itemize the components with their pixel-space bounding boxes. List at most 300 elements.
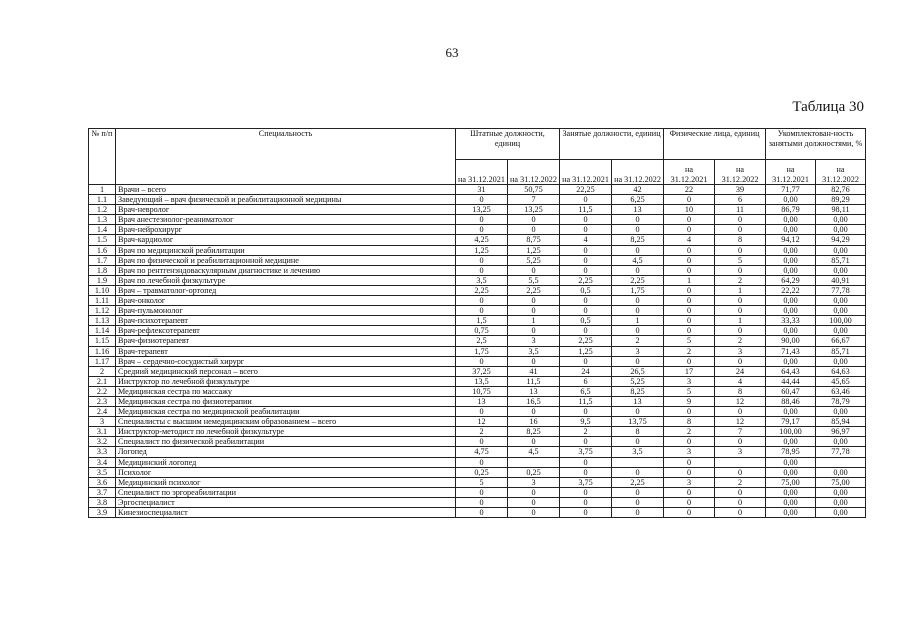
row-specialty: Инструктор по лечебной физкультуре (116, 376, 456, 386)
row-value: 0 (508, 437, 560, 447)
row-value: 0 (612, 508, 664, 518)
row-value: 40,91 (816, 275, 866, 285)
row-specialty: Психолог (116, 467, 456, 477)
row-value: 0 (664, 306, 715, 316)
row-value: 0 (560, 255, 612, 265)
table-row (89, 195, 866, 205)
row-value: 0 (715, 265, 766, 275)
table-row (89, 306, 866, 316)
row-value: 0 (560, 296, 612, 306)
row-value: 86,79 (766, 205, 816, 215)
row-value: 16,5 (508, 396, 560, 406)
table-row (89, 346, 866, 356)
row-value: 0 (715, 497, 766, 507)
row-number: 1.3 (89, 215, 116, 225)
row-number: 1.4 (89, 225, 116, 235)
row-value (612, 457, 664, 467)
row-number: 1.8 (89, 265, 116, 275)
row-value: 50,75 (508, 185, 560, 195)
row-number: 3.3 (89, 447, 116, 457)
row-specialty: Врач по рентгенэндоваскулярным диагностике и лечению (116, 265, 456, 275)
row-specialty: Врач по медицинской реабилитации (116, 245, 456, 255)
row-value: 3,5 (508, 346, 560, 356)
row-value: 0 (508, 326, 560, 336)
row-number: 1.11 (89, 296, 116, 306)
header-date-2022: на 31.12.2022 (612, 160, 664, 185)
row-number: 1.5 (89, 235, 116, 245)
table-row (89, 215, 866, 225)
table-caption: Таблица 30 (792, 99, 864, 115)
row-value: 2,5 (456, 336, 508, 346)
row-value: 0 (715, 407, 766, 417)
row-value: 85,71 (816, 255, 866, 265)
row-specialty: Медицинская сестра по медицинской реабилитации (116, 407, 456, 417)
row-value: 78,79 (816, 396, 866, 406)
row-value: 94,12 (766, 235, 816, 245)
row-value: 0,00 (766, 265, 816, 275)
table-row (89, 508, 866, 518)
row-value: 0,00 (816, 497, 866, 507)
header-staffing-rate: Укомплектован-ность занятыми должностями, % (766, 129, 866, 160)
row-value: 1 (715, 285, 766, 295)
row-value: 0 (715, 225, 766, 235)
row-value: 0 (612, 487, 664, 497)
row-value: 1,75 (456, 346, 508, 356)
row-value: 0 (560, 467, 612, 477)
row-value: 0 (456, 497, 508, 507)
row-value: 9,5 (560, 417, 612, 427)
row-value: 2 (715, 336, 766, 346)
row-number: 1.14 (89, 326, 116, 336)
row-value: 0 (456, 306, 508, 316)
table-row (89, 296, 866, 306)
row-value: 0 (612, 265, 664, 275)
row-value: 0 (560, 487, 612, 497)
row-value: 0,25 (456, 467, 508, 477)
row-number: 1.12 (89, 306, 116, 316)
row-specialty: Врачи – всего (116, 185, 456, 195)
row-value: 0,00 (766, 356, 816, 366)
row-specialty: Врач по лечебной физкультуре (116, 275, 456, 285)
row-value: 0,00 (766, 467, 816, 477)
row-value: 1,25 (508, 245, 560, 255)
row-value: 41 (508, 366, 560, 376)
row-value: 2,25 (560, 275, 612, 285)
row-specialty: Врач-кардиолог (116, 235, 456, 245)
row-value: 0 (715, 296, 766, 306)
row-value: 1 (664, 275, 715, 285)
row-specialty: Заведующий – врач физической и реабилитационной медицины (116, 195, 456, 205)
row-value: 2,25 (612, 477, 664, 487)
row-value: 8,25 (612, 235, 664, 245)
row-value: 0 (612, 467, 664, 477)
row-value: 2,25 (560, 336, 612, 346)
row-number: 2.3 (89, 396, 116, 406)
table-row (89, 225, 866, 235)
row-value: 4 (715, 376, 766, 386)
row-value: 0 (612, 225, 664, 235)
row-value: 8 (715, 386, 766, 396)
row-specialty: Специалист по эргореабилитации (116, 487, 456, 497)
header-date-2021: на 31.12.2021 (766, 160, 816, 185)
row-value: 0,00 (766, 407, 816, 417)
row-value: 0 (560, 265, 612, 275)
table-row (89, 245, 866, 255)
row-value: 22,22 (766, 285, 816, 295)
row-number: 2.2 (89, 386, 116, 396)
row-value: 7 (508, 195, 560, 205)
row-specialty: Врач – сердечно-сосудистый хирург (116, 356, 456, 366)
row-value: 0,5 (560, 285, 612, 295)
table-row (89, 356, 866, 366)
row-value: 0 (456, 487, 508, 497)
row-value: 0 (612, 306, 664, 316)
row-value: 2 (560, 427, 612, 437)
row-value: 26,5 (612, 366, 664, 376)
row-value: 0 (715, 437, 766, 447)
row-value: 98,11 (816, 205, 866, 215)
row-value: 33,33 (766, 316, 816, 326)
row-specialty: Кинезиоспециалист (116, 508, 456, 518)
row-value: 2 (456, 427, 508, 437)
row-value: 0 (508, 296, 560, 306)
row-number: 2.1 (89, 376, 116, 386)
row-value: 0,75 (456, 326, 508, 336)
row-value: 37,25 (456, 366, 508, 376)
header-date-2021: на 31.12.2021 (456, 160, 508, 185)
row-value: 1,25 (560, 346, 612, 356)
row-value: 3 (664, 447, 715, 457)
row-value: 0,00 (766, 255, 816, 265)
row-value: 0,00 (816, 437, 866, 447)
row-number: 3.4 (89, 457, 116, 467)
table-row (89, 275, 866, 285)
row-value: 0 (560, 437, 612, 447)
table-row (89, 407, 866, 417)
row-value: 3 (508, 336, 560, 346)
row-value: 8 (664, 417, 715, 427)
row-value: 2 (715, 477, 766, 487)
row-value: 64,43 (766, 366, 816, 376)
row-value: 22 (664, 185, 715, 195)
row-value: 0,00 (766, 437, 816, 447)
header-specialty: Специальность (116, 129, 456, 185)
row-value: 0 (560, 457, 612, 467)
row-value: 0 (715, 215, 766, 225)
row-value: 100,00 (816, 316, 866, 326)
row-value: 13,25 (508, 205, 560, 215)
row-value: 75,00 (816, 477, 866, 487)
row-value: 0 (715, 245, 766, 255)
row-number: 1.6 (89, 245, 116, 255)
row-value: 13,75 (612, 417, 664, 427)
row-value: 42 (612, 185, 664, 195)
row-value: 0,00 (816, 296, 866, 306)
row-value: 60,47 (766, 386, 816, 396)
row-value: 0 (715, 508, 766, 518)
row-value: 0 (456, 457, 508, 467)
row-specialty: Специалисты с высшим немедицинским образованием – всего (116, 417, 456, 427)
row-specialty: Специалист по физической реабилитации (116, 437, 456, 447)
row-value: 4,25 (456, 235, 508, 245)
row-value: 0 (456, 407, 508, 417)
row-value: 6 (715, 195, 766, 205)
row-value: 0 (715, 306, 766, 316)
row-number: 1.7 (89, 255, 116, 265)
row-specialty: Врач по физической и реабилитационной медицине (116, 255, 456, 265)
header-date-2022: на 31.12.2022 (508, 160, 560, 185)
row-value: 85,94 (816, 417, 866, 427)
row-value: 0 (508, 497, 560, 507)
header-date-2021: на 31.12.2021 (560, 160, 612, 185)
page-number: 63 (445, 45, 459, 60)
row-value: 45,65 (816, 376, 866, 386)
row-number: 2.4 (89, 407, 116, 417)
row-number: 1.13 (89, 316, 116, 326)
row-value: 0,00 (816, 508, 866, 518)
row-value: 3 (664, 376, 715, 386)
row-value: 0 (508, 508, 560, 518)
row-number: 3.5 (89, 467, 116, 477)
table-row (89, 235, 866, 245)
row-value: 77,78 (816, 285, 866, 295)
row-value: 3 (715, 346, 766, 356)
row-value: 77,78 (816, 447, 866, 457)
row-value: 2 (715, 275, 766, 285)
row-value: 17 (664, 366, 715, 376)
row-value: 8 (715, 235, 766, 245)
row-value: 5,25 (612, 376, 664, 386)
row-number: 3.6 (89, 477, 116, 487)
row-specialty: Медицинская сестра по массажу (116, 386, 456, 396)
row-number: 1.10 (89, 285, 116, 295)
row-value: 0 (715, 487, 766, 497)
row-value: 0,00 (816, 306, 866, 316)
row-value: 2 (664, 427, 715, 437)
row-value: 5,5 (508, 275, 560, 285)
row-value: 2,25 (612, 275, 664, 285)
row-value: 0 (560, 356, 612, 366)
row-value: 0,00 (816, 356, 866, 366)
row-number: 3.7 (89, 487, 116, 497)
row-value (816, 457, 866, 467)
row-value: 0 (456, 508, 508, 518)
row-value: 0 (612, 497, 664, 507)
row-value: 0 (612, 326, 664, 336)
row-value: 3 (664, 477, 715, 487)
row-value: 6,5 (560, 386, 612, 396)
row-value: 0 (664, 326, 715, 336)
table-row (89, 265, 866, 275)
row-value: 0,5 (560, 316, 612, 326)
row-value: 13 (508, 386, 560, 396)
table-row (89, 376, 866, 386)
row-value: 0 (664, 255, 715, 265)
row-value: 0 (664, 296, 715, 306)
row-value: 3 (715, 447, 766, 457)
header-date-2022: на 31.12.2022 (715, 160, 766, 185)
row-value: 0,00 (816, 487, 866, 497)
row-value: 0,25 (508, 467, 560, 477)
row-value: 75,00 (766, 477, 816, 487)
row-value: 0 (664, 467, 715, 477)
row-value: 1,25 (456, 245, 508, 255)
row-value: 8 (612, 427, 664, 437)
row-value: 82,76 (816, 185, 866, 195)
header-date-2022: на 31.12.2022 (816, 160, 866, 185)
row-value: 3 (612, 346, 664, 356)
row-value: 11,5 (508, 376, 560, 386)
row-value: 0 (664, 245, 715, 255)
table-row (89, 316, 866, 326)
row-value: 0,00 (816, 245, 866, 255)
table-row (89, 497, 866, 507)
row-value: 3,5 (456, 275, 508, 285)
row-value: 0,00 (766, 306, 816, 316)
row-value: 2,25 (508, 285, 560, 295)
row-value: 71,43 (766, 346, 816, 356)
row-value: 13,5 (456, 376, 508, 386)
row-value: 44,44 (766, 376, 816, 386)
table-row (89, 185, 866, 195)
table-row (89, 285, 866, 295)
row-value: 0 (456, 265, 508, 275)
row-value: 78,95 (766, 447, 816, 457)
row-value: 0,00 (766, 195, 816, 205)
row-value: 0,00 (816, 407, 866, 417)
row-value: 8,25 (612, 386, 664, 396)
row-specialty: Медицинский логопед (116, 457, 456, 467)
row-value: 0 (560, 225, 612, 235)
row-value: 0 (664, 457, 715, 467)
row-specialty: Врач – травматолог-ортопед (116, 285, 456, 295)
row-specialty: Врач-пульмонолог (116, 306, 456, 316)
row-value: 90,00 (766, 336, 816, 346)
row-value: 0 (664, 508, 715, 518)
row-value: 0 (456, 195, 508, 205)
row-specialty: Врач-невролог (116, 205, 456, 215)
row-specialty: Врач-терапевт (116, 346, 456, 356)
row-value: 0 (508, 356, 560, 366)
row-value: 4 (664, 235, 715, 245)
row-value: 4 (560, 235, 612, 245)
row-value: 0 (664, 356, 715, 366)
row-value: 16 (508, 417, 560, 427)
row-value: 39 (715, 185, 766, 195)
row-value: 0 (560, 306, 612, 316)
row-value: 0 (715, 326, 766, 336)
row-value: 0 (560, 508, 612, 518)
row-value: 11,5 (560, 396, 612, 406)
row-value: 0 (456, 356, 508, 366)
row-value: 66,67 (816, 336, 866, 346)
row-value: 1 (508, 316, 560, 326)
row-value: 0 (715, 356, 766, 366)
table-row (89, 437, 866, 447)
row-value: 96,97 (816, 427, 866, 437)
row-specialty: Врач-рефлексотерапевт (116, 326, 456, 336)
header-date-2021: на 31.12.2021 (664, 160, 715, 185)
row-specialty: Эргоспециалист (116, 497, 456, 507)
table-row (89, 396, 866, 406)
row-number: 3.8 (89, 497, 116, 507)
row-value: 0 (664, 437, 715, 447)
row-value: 0 (664, 195, 715, 205)
row-specialty: Врач-психотерапевт (116, 316, 456, 326)
row-value: 4,5 (508, 447, 560, 457)
row-value: 0 (508, 306, 560, 316)
row-value: 5,25 (508, 255, 560, 265)
header-staff-positions: Штатные должности, единиц (456, 129, 560, 160)
row-value: 13 (456, 396, 508, 406)
row-value: 0 (715, 467, 766, 477)
row-value: 8,25 (508, 427, 560, 437)
row-value: 0,00 (816, 326, 866, 336)
table-body (89, 185, 866, 518)
table-row (89, 417, 866, 427)
row-value: 0 (560, 326, 612, 336)
row-value: 0 (664, 215, 715, 225)
row-value: 0,00 (766, 497, 816, 507)
table-row (89, 386, 866, 396)
row-value: 0 (612, 407, 664, 417)
table-row (89, 255, 866, 265)
row-value: 0,00 (766, 457, 816, 467)
table-header (89, 129, 866, 185)
row-specialty: Медицинский психолог (116, 477, 456, 487)
row-value: 0 (664, 316, 715, 326)
row-value: 0,00 (766, 326, 816, 336)
row-value: 1,5 (456, 316, 508, 326)
row-value: 0,00 (816, 225, 866, 235)
row-value: 0 (612, 437, 664, 447)
row-value (508, 457, 560, 467)
row-specialty: Врач анестезиолог-реаниматолог (116, 215, 456, 225)
row-value: 0,00 (766, 225, 816, 235)
row-specialty: Инструктор-методист по лечебной физкультуре (116, 427, 456, 437)
table-row (89, 326, 866, 336)
row-value: 12 (456, 417, 508, 427)
row-value: 0 (456, 255, 508, 265)
row-value: 4,5 (612, 255, 664, 265)
row-value: 2,25 (456, 285, 508, 295)
row-value: 13,25 (456, 205, 508, 215)
row-value: 3,75 (560, 477, 612, 487)
row-value: 10,75 (456, 386, 508, 396)
row-value: 0,00 (766, 487, 816, 497)
row-specialty: Медицинская сестра по физиотерапии (116, 396, 456, 406)
row-value: 11,5 (560, 205, 612, 215)
row-value: 0 (560, 195, 612, 205)
row-specialty: Логопед (116, 447, 456, 457)
row-value: 2 (664, 346, 715, 356)
row-value: 0 (456, 296, 508, 306)
row-value: 13 (612, 396, 664, 406)
header-occupied-positions: Занятые должности, единиц (560, 129, 664, 160)
row-value: 100,00 (766, 427, 816, 437)
row-specialty: Врач-нейрохирург (116, 225, 456, 235)
row-value: 0 (612, 356, 664, 366)
row-value: 3,5 (612, 447, 664, 457)
table-row (89, 427, 866, 437)
row-value: 13 (612, 205, 664, 215)
table-row (89, 487, 866, 497)
row-value: 0 (560, 215, 612, 225)
row-value: 8,75 (508, 235, 560, 245)
row-value: 9 (664, 396, 715, 406)
row-value: 64,29 (766, 275, 816, 285)
row-value: 71,77 (766, 185, 816, 195)
